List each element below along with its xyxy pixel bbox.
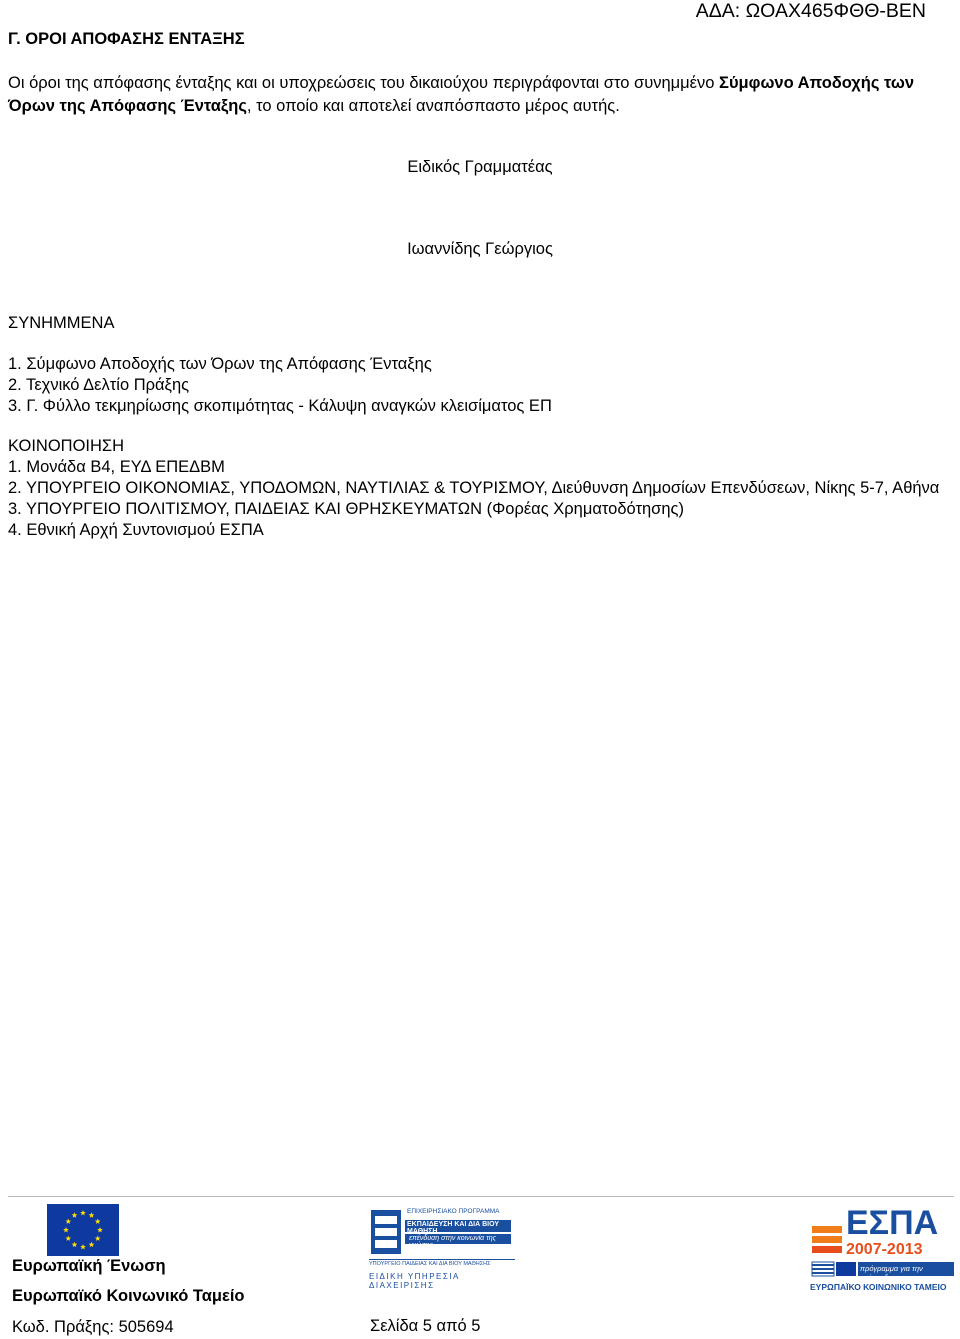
attachments-list — [8, 354, 552, 417]
op-programme-logo — [369, 1206, 515, 1290]
project-code: Κωδ. Πράξης: 505694 — [12, 1318, 174, 1336]
op-logo-line1: ΕΠΙΧΕΙΡΗΣΙΑΚΟ ΠΡΟΓΡΑΜΜΑ — [407, 1208, 500, 1215]
ada-code: ΑΔΑ: ΩΟΑΧ465ΦΘΘ-ΒΕΝ — [695, 0, 926, 22]
eu-label: Ευρωπαϊκή Ένωση — [12, 1257, 166, 1275]
list-item: 2. ΥΠΟΥΡΓΕΙΟ ΟΙΚΟΝΟΜΙΑΣ, ΥΠΟΔΟΜΩΝ, ΝΑΥΤΙΛΙΑΣ & ΤΟΥΡΙΣΜΟΥ, Διεύθυνση Δημοσίων Επενδύσεων, Νίκης 5-7, Αθήνα — [8, 479, 940, 497]
page-number: Σελίδα 5 από 5 — [370, 1317, 481, 1335]
footer-divider — [8, 1196, 954, 1197]
intro-text-1: Οι όροι της απόφασης ένταξης και οι υποχρεώσεις του δικαιούχου περιγράφονται στο συνημμένο — [8, 74, 720, 92]
eu-flag-icon — [47, 1204, 119, 1261]
op-logo-line5: ΕΙΔΙΚΗ ΥΠΗΡΕΣΙΑ ΔΙΑΧΕΙΡΙΣΗΣ — [369, 1272, 460, 1290]
section-title: Γ. ΟΡΟΙ ΑΠΟΦΑΣΗΣ ΕΝΤΑΞΗΣ — [8, 30, 245, 48]
notification-list — [8, 457, 956, 541]
intro-paragraph — [8, 72, 956, 118]
notification-title: ΚΟΙΝΟΠΟΙΗΣΗ — [8, 437, 125, 455]
esf-label: Ευρωπαϊκό Κοινωνικό Ταμείο — [12, 1287, 245, 1305]
attachments-title: ΣΥΝΗΜΜΕΝΑ — [8, 314, 115, 332]
op-logo-line3: επένδυση στην κοινωνία της γνώσης — [409, 1235, 497, 1249]
espa-logo — [810, 1206, 956, 1296]
espa-years: 2007-2013 — [846, 1241, 923, 1258]
list-item: 3. Γ. Φύλλο τεκμηρίωσης σκοπιμότητας - Κάλυψη αναγκών κλεισίματος ΕΠ — [8, 397, 552, 415]
list-item: 4. Εθνική Αρχή Συντονισμού ΕΣΠΑ — [8, 521, 264, 539]
espa-tagline: πρόγραμμα για την ανάπτυξη — [860, 1264, 923, 1282]
espa-fund: ΕΥΡΩΠΑΪΚΟ ΚΟΙΝΩΝΙΚΟ ΤΑΜΕΙΟ — [810, 1282, 947, 1292]
list-item: 3. ΥΠΟΥΡΓΕΙΟ ΠΟΛΙΤΙΣΜΟΥ, ΠΑΙΔΕΙΑΣ ΚΑΙ ΘΡΗΣΚΕΥΜΑΤΩΝ (Φορέας Χρηματοδότησης) — [8, 500, 684, 518]
intro-bold-text: Σύμφωνο Αποδοχής των Όρων της Απόφασης Ένταξης — [8, 74, 915, 115]
signatory-name: Ιωαννίδης Γεώργιος — [407, 240, 553, 258]
list-item: 2. Τεχνικό Δελτίο Πράξης — [8, 376, 190, 394]
list-item: 1. Σύμφωνο Αποδοχής των Όρων της Απόφασης Ένταξης — [8, 355, 432, 373]
op-logo-line2: ΕΚΠΑΙΔΕΥΣΗ ΚΑΙ ΔΙΑ ΒΙΟΥ ΜΑΘΗΣΗ — [407, 1221, 499, 1235]
intro-text-2: , το οποίο και αποτελεί αναπόσπαστο μέρος αυτής. — [246, 97, 620, 115]
signatory-role: Ειδικός Γραμματέας — [407, 158, 553, 176]
op-logo-line4: ΥΠΟΥΡΓΕΙΟ ΠΑΙΔΕΙΑΣ ΚΑΙ ΔΙΑ ΒΙΟΥ ΜΑΘΗΣΗΣ — [369, 1261, 491, 1267]
list-item: 1. Μονάδα Β4, ΕΥΔ ΕΠΕΔΒΜ — [8, 458, 225, 476]
espa-title: ΕΣΠΑ — [846, 1204, 939, 1242]
